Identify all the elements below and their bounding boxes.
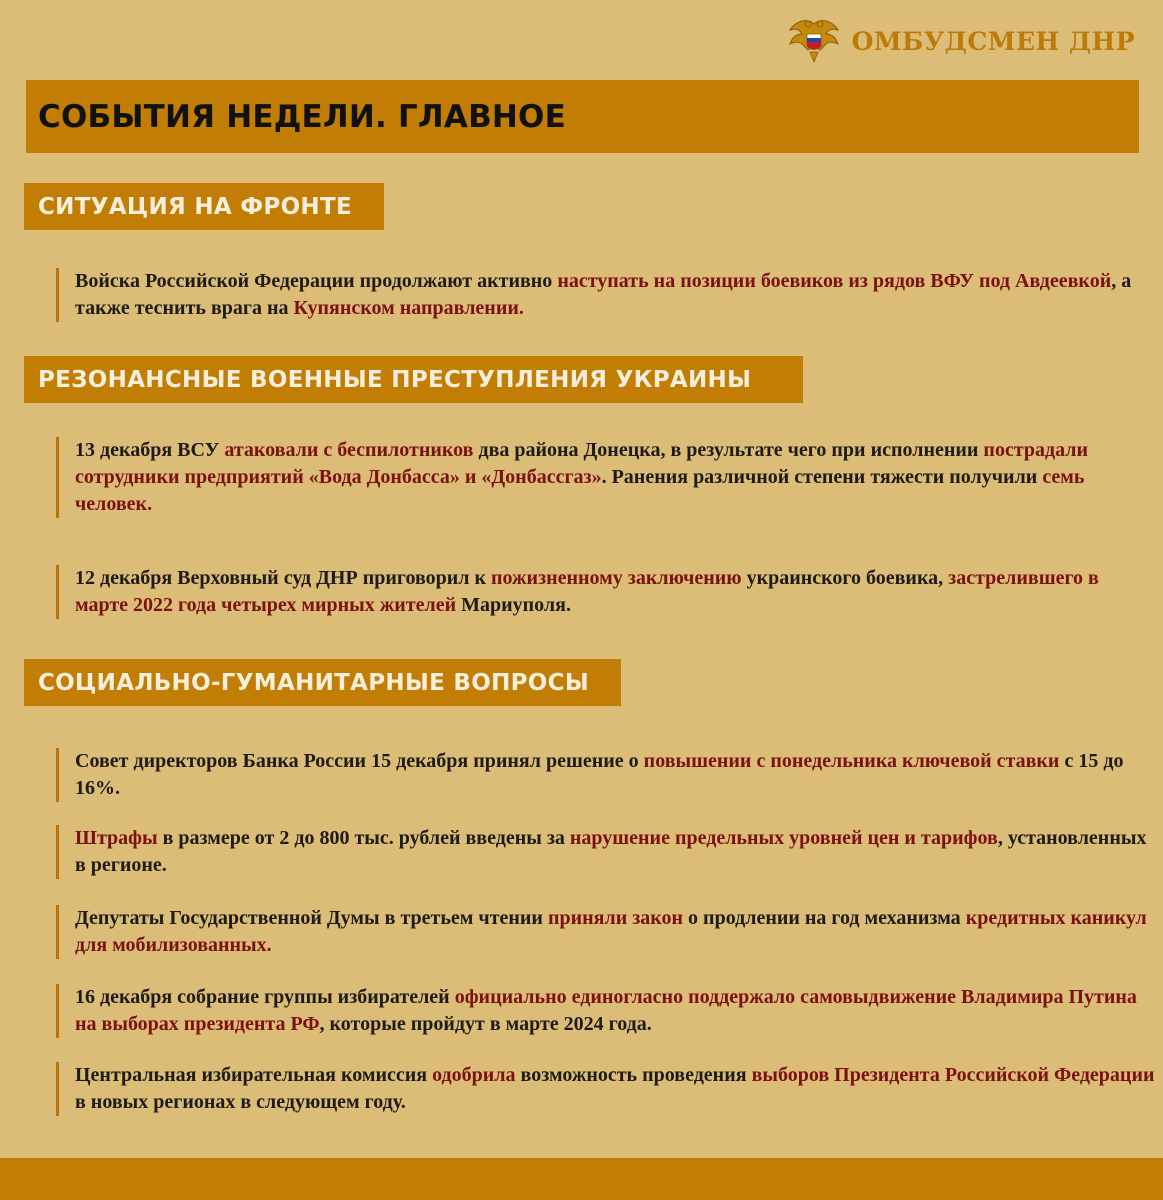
highlight-text: пострадали сотрудники предприятий «Вода Донбасса» и «Донбассгаз»	[75, 439, 1089, 488]
body-text: в новых регионах в следующем году.	[75, 1091, 406, 1113]
body-text: о продлении на год механизма	[683, 907, 966, 929]
highlight-text: приняли закон	[547, 907, 684, 929]
highlight-text: Купянском направлении.	[293, 297, 524, 319]
highlight-text: повышении с понедельника ключевой ставки	[643, 750, 1060, 772]
highlight-text: официально единогласно поддержало самовыдвижение Владимира Путина на выборах президента РФ	[75, 986, 1137, 1035]
news-item	[56, 748, 1156, 802]
body-text: Войска Российской Федерации продолжают активно	[75, 270, 558, 292]
highlight-text: атаковали с беспилотников	[224, 439, 474, 461]
brand-name: ОМБУДСМЕН ДНР	[851, 26, 1135, 56]
news-item	[56, 565, 1156, 619]
page-title: СОБЫТИЯ НЕДЕЛИ. ГЛАВНОЕ	[38, 98, 566, 135]
body-text: два района Донецка, в результате чего при исполнении	[473, 439, 984, 461]
highlight-text: семь человек.	[75, 466, 1085, 515]
body-text: Депутаты Государственной Думы в третьем чтении	[75, 907, 548, 929]
brand	[786, 16, 1135, 66]
body-text: 12 декабря Верховный суд ДНР приговорил к	[75, 567, 492, 589]
highlight-text: одобрила	[432, 1064, 516, 1086]
body-text: . Ранения различной степени тяжести получили	[601, 466, 1043, 488]
highlight-text: пожизненному заключению	[491, 567, 742, 589]
body-text: , установленных в регионе.	[75, 827, 1147, 876]
news-item	[56, 825, 1156, 879]
body-text: возможность проведения	[515, 1064, 752, 1086]
highlight-text: кредитных каникул для мобилизованных.	[75, 907, 1147, 956]
highlight-text: нарушение предельных уровней цен и тарифов	[569, 827, 998, 849]
body-text: Совет директоров Банка России 15 декабря принял решение о	[75, 750, 644, 772]
section-title: РЕЗОНАНСНЫЕ ВОЕННЫЕ ПРЕСТУПЛЕНИЯ УКРАИНЫ	[38, 366, 752, 393]
news-item	[56, 437, 1156, 518]
body-text: Центральная избирательная комиссия	[75, 1064, 433, 1086]
body-text: , которые пройдут в марте 2024 года.	[319, 1013, 652, 1035]
section-title: СОЦИАЛЬНО-ГУМАНИТАРНЫЕ ВОПРОСЫ	[38, 669, 589, 696]
body-text: украинского боевика,	[741, 567, 949, 589]
news-item	[56, 984, 1156, 1038]
body-text: 16 декабря собрание группы избирателей	[75, 986, 455, 1008]
body-text: , а также теснить врага на	[75, 270, 1132, 319]
news-item	[56, 268, 1156, 322]
body-text: в размере от 2 до 800 тыс. рублей введены за	[157, 827, 570, 849]
double-headed-eagle-icon	[786, 16, 842, 66]
highlight-text: наступать на позиции боевиков из рядов ВФУ под Авдеевкой	[557, 270, 1112, 292]
section-header-crimes	[24, 356, 803, 403]
news-item	[56, 1062, 1156, 1116]
section-header-social	[24, 659, 621, 706]
bottom-bar	[0, 1158, 1163, 1200]
highlight-text: выборов Президента Российской Федерации	[751, 1064, 1155, 1086]
section-title: СИТУАЦИЯ НА ФРОНТЕ	[38, 193, 352, 220]
body-text: с 15 до 16%.	[75, 750, 1124, 799]
news-item	[56, 905, 1156, 959]
highlight-text: застрелившего в марте 2022 года четырех мирных жителей	[75, 567, 1099, 616]
body-text: Мариуполя.	[456, 594, 571, 616]
main-banner	[26, 80, 1139, 153]
body-text: 13 декабря ВСУ	[75, 439, 225, 461]
section-header-front	[24, 183, 384, 230]
highlight-text: Штрафы	[75, 827, 158, 849]
